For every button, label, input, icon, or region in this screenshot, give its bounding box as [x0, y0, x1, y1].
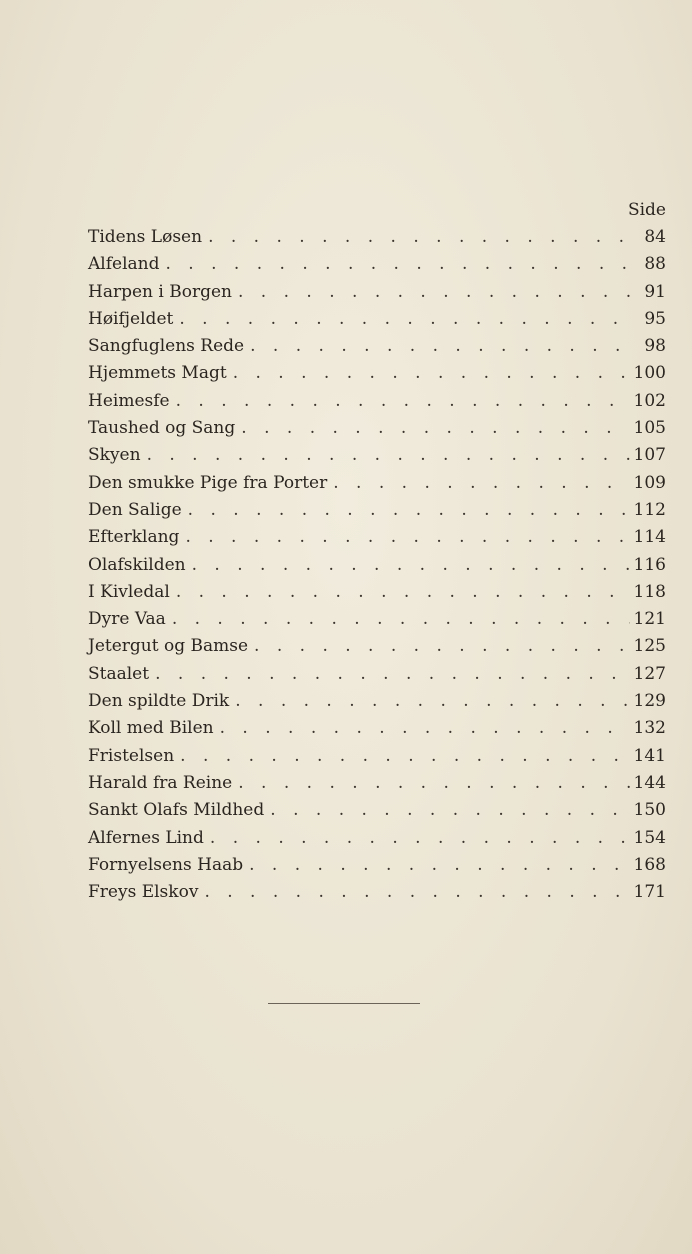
- toc-entry: [88, 224, 666, 251]
- toc-entry: [88, 470, 666, 497]
- entry-page: 121: [633, 609, 666, 630]
- entry-page: 100: [633, 363, 666, 384]
- toc-entry: [88, 715, 666, 742]
- entry-page: 125: [633, 636, 666, 657]
- entry-title: I Kivledal: [88, 581, 170, 602]
- dot-leader: [241, 415, 630, 442]
- entry-page: 127: [633, 663, 666, 684]
- entry-title: Efterklang: [88, 527, 180, 548]
- dot-leader: [270, 797, 630, 824]
- entry-page: 171: [633, 882, 666, 903]
- dot-leader: [254, 633, 630, 660]
- entry-page: 95: [644, 308, 666, 329]
- entry-page: 91: [644, 281, 666, 302]
- toc-entry: [88, 770, 666, 797]
- dot-leader: [210, 825, 630, 852]
- entry-title: Fristelsen: [88, 745, 175, 766]
- entry-page: 132: [633, 718, 666, 739]
- entry-page: 88: [644, 254, 666, 275]
- entry-page: 116: [633, 554, 666, 575]
- entry-page: 109: [633, 472, 666, 493]
- entry-title: Heimesfe: [88, 390, 170, 411]
- dot-leader: [238, 770, 630, 797]
- entry-title: Skyen: [88, 445, 141, 466]
- entry-page: 141: [633, 745, 666, 766]
- dot-leader: [172, 606, 630, 633]
- dot-leader: [220, 715, 630, 742]
- dot-leader: [155, 661, 630, 688]
- dot-leader: [147, 442, 630, 469]
- entry-title: Alfernes Lind: [88, 827, 204, 848]
- toc-entry: [88, 497, 666, 524]
- entry-title: Harald fra Reine: [88, 772, 233, 793]
- toc-entry: [88, 661, 666, 688]
- entry-title: Sangfuglens Rede: [88, 336, 245, 357]
- entry-page: 112: [633, 499, 666, 520]
- end-rule: [268, 1003, 420, 1004]
- toc-entry: [88, 606, 666, 633]
- dot-leader: [233, 360, 630, 387]
- toc-entry: [88, 360, 666, 387]
- entry-title: Harpen i Borgen: [88, 281, 232, 302]
- entry-page: 118: [633, 581, 666, 602]
- toc-entry: [88, 279, 666, 306]
- entry-title: Den smukke Pige fra Porter: [88, 472, 328, 493]
- entry-page: 102: [633, 390, 666, 411]
- entry-title: Jetergut og Bamse: [88, 636, 249, 657]
- toc-entry: [88, 879, 666, 906]
- entry-page: 114: [633, 527, 666, 548]
- toc-entry: [88, 388, 666, 415]
- dot-leader: [208, 224, 630, 251]
- toc-entry: [88, 306, 666, 333]
- entry-page: 144: [633, 772, 666, 793]
- table-of-contents: [88, 196, 666, 906]
- dot-leader: [188, 497, 630, 524]
- toc-entry: [88, 251, 666, 278]
- entry-title: Alfeland: [88, 254, 160, 275]
- toc-entry: [88, 688, 666, 715]
- toc-entry: [88, 852, 666, 879]
- toc-entry: [88, 825, 666, 852]
- toc-list: [88, 224, 666, 906]
- dot-leader: [180, 743, 630, 770]
- dot-leader: [333, 470, 630, 497]
- entry-title: Freys Elskov: [88, 882, 199, 903]
- toc-entry: [88, 524, 666, 551]
- entry-page: 150: [633, 800, 666, 821]
- entry-page: 154: [633, 827, 666, 848]
- entry-title: Hjemmets Magt: [88, 363, 227, 384]
- entry-title: Olafskilden: [88, 554, 186, 575]
- dot-leader: [185, 524, 630, 551]
- entry-page: 129: [633, 691, 666, 712]
- dot-leader: [204, 879, 630, 906]
- entry-page: 84: [644, 227, 666, 247]
- toc-entry: [88, 552, 666, 579]
- dot-leader: [249, 852, 630, 879]
- entry-title: Den Salige: [88, 499, 182, 520]
- dot-leader: [165, 251, 630, 278]
- dot-leader: [235, 688, 630, 715]
- entry-page: 168: [633, 854, 666, 875]
- entry-title: Taushed og Sang: [88, 418, 236, 439]
- toc-entry: [88, 442, 666, 469]
- dot-leader: [176, 388, 630, 415]
- page-column-label: Side: [627, 200, 666, 220]
- toc-entry: [88, 415, 666, 442]
- toc-entry: [88, 633, 666, 660]
- entry-title: Fornyelsens Haab: [88, 854, 244, 875]
- entry-title: Den spildte Drik: [88, 691, 230, 712]
- entry-title: Sankt Olafs Mildhed: [88, 800, 265, 821]
- entry-title: Dyre Vaa: [88, 609, 166, 630]
- toc-entry: [88, 797, 666, 824]
- entry-page: 105: [633, 418, 666, 439]
- dot-leader: [192, 552, 630, 579]
- dot-leader: [250, 333, 630, 360]
- entry-title: Tidens Løsen: [88, 227, 203, 247]
- entry-page: 98: [644, 336, 666, 357]
- entry-title: Høifjeldet: [88, 308, 174, 329]
- toc-entry: [88, 743, 666, 770]
- entry-title: Koll med Bilen: [88, 718, 214, 739]
- entry-page: 107: [633, 445, 666, 466]
- dot-leader: [238, 279, 630, 306]
- toc-entry: [88, 579, 666, 606]
- toc-entry: [88, 333, 666, 360]
- dot-leader: [179, 306, 630, 333]
- entry-title: Staalet: [88, 663, 150, 684]
- dot-leader: [176, 579, 630, 606]
